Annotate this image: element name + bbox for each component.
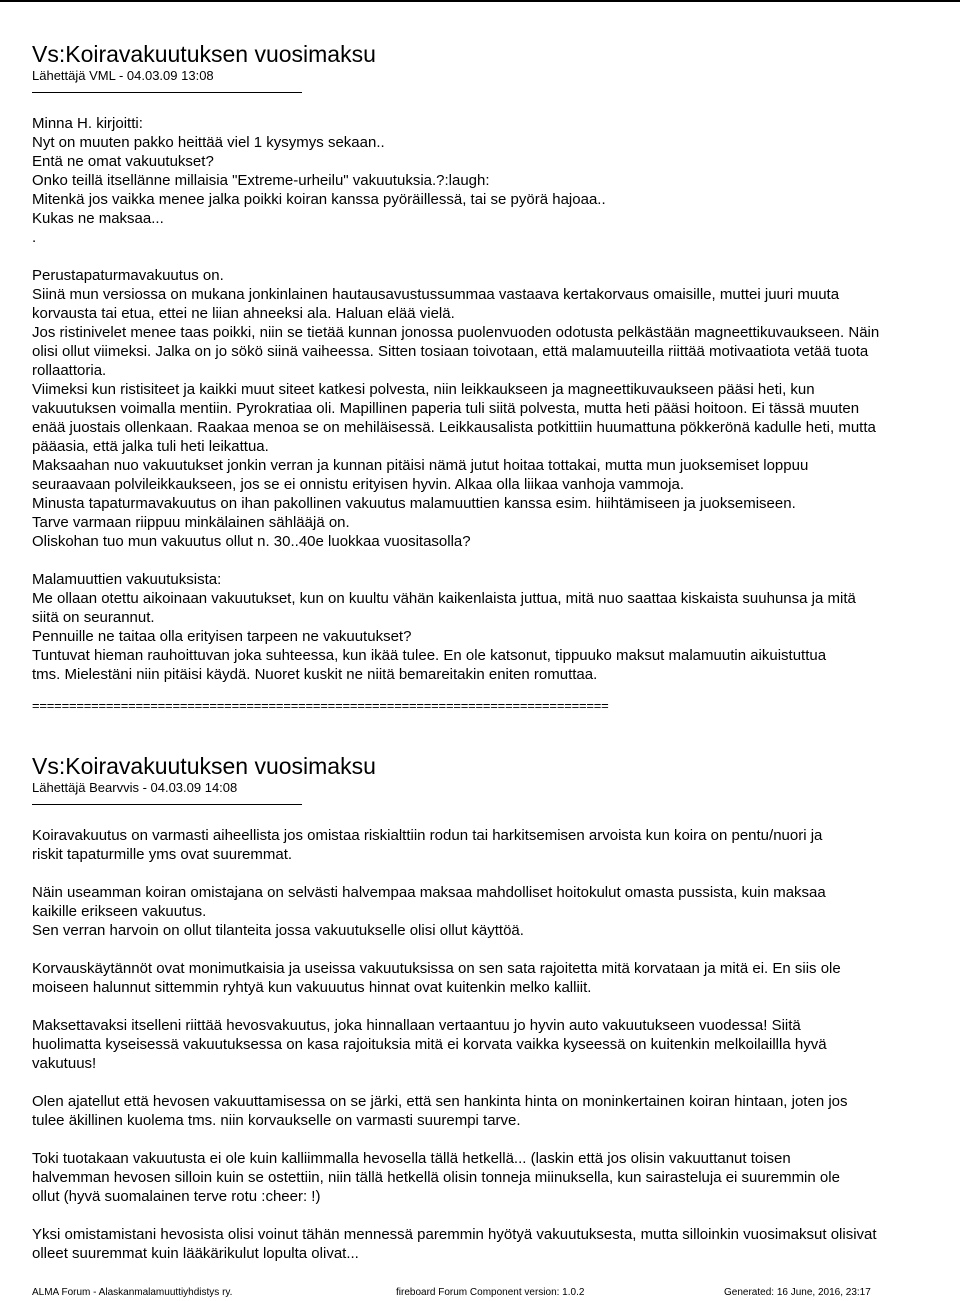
- post-body-line: huolimatta kyseisessä vakuutuksessa on kasa rajoituksia mitä ei korvata vaikka kyseessä on kuitenkin melkoilaillla hyvä: [32, 1036, 827, 1053]
- post-body-line: rollaattoria.: [32, 362, 107, 379]
- post-body-line: siitä on seurannut.: [32, 609, 155, 626]
- post-body-line: Minusta tapaturmavakuutus on ihan pakollinen vakuutus malamuuttien kanssa esim. hiihtämiseen ja juoksemiseen.: [32, 495, 796, 512]
- post-separator: ==============================================================================: [32, 698, 609, 713]
- post-body-line: .: [32, 229, 37, 246]
- post-body-line: Yksi omistamistani hevosista olisi voinut tähän mennessä paremmin hyötyä vakuutuksesta, mutta silloinkin vuosimaksut olisivat: [32, 1226, 877, 1243]
- post-body-line: [32, 1130, 952, 1149]
- post-body-line: vakuutuksen voimalla mentiin. Pyrokratiaa oli. Mapillinen paperia tuli siitä polvesta, mutta heti pääsi hoitoon. Ei tässä muuten: [32, 400, 860, 417]
- meta-divider: [32, 804, 302, 805]
- post-body-line: korvausta tai etua, ettei ne liian ahneeksi ala. Haluan elää vielä.: [32, 305, 455, 322]
- post-body-line: Maksettavaksi itselleni riittää hevosvakuutus, joka hinnallaan vertaantuu jo hyvin auto vakuutukseen vuodessa! Siitä: [32, 1017, 801, 1034]
- post-body-line: olleet suuremmat kuin lääkärikulut lopulta olivat...: [32, 1245, 359, 1262]
- post-body-line: Oliskohan tuo mun vakuutus ollut n. 30..40e luokkaa vuositasolla?: [32, 533, 471, 550]
- footer-site-name: ALMA Forum - Alaskanmalamuuttiyhdistys ry.: [32, 1287, 233, 1298]
- post-body-line: tulee äkillinen kuolema tms. niin korvaukselle on varmasti suurempi tarve.: [32, 1112, 521, 1129]
- post-body-line: Toki tuotakaan vakuutusta ei ole kuin kalliimmalla hevosella tällä hetkellä... (laskin että jos olisin vakuuttanut toisen: [32, 1150, 791, 1167]
- post-body-line: Me ollaan otettu aikoinaan vakuutukset, kun on kuultu vähän kaikenlaista juttua, mitä nuo saattaa kiskaista suuhunsa ja mitä: [32, 590, 856, 607]
- post-body: [32, 826, 952, 1263]
- post-body-line: seuraavaan polvileikkaukseen, jos se ei onnistu erityisen hyvin. Alkaa olla liikaa vanhoja vammoja.: [32, 476, 685, 493]
- post-body-line: Mitenkä jos vaikka menee jalka poikki koiran kanssa pyöräillessä, tai se pyörä hajoaa..: [32, 191, 606, 208]
- post-body-line: [32, 1206, 952, 1225]
- forum-post: [32, 752, 952, 1263]
- top-border-line: [0, 0, 960, 2]
- post-body-line: Olen ajatellut että hevosen vakuuttamisessa on se järki, että sen hankinta hinta on moninkertainen koiran hintaan, joten jos: [32, 1093, 848, 1110]
- post-body-line: Malamuuttien vakuutuksista:: [32, 571, 222, 588]
- post-body-line: Perustapaturmavakuutus on.: [32, 267, 224, 284]
- post-body-line: Siinä mun versiossa on mukana jonkinlainen hautausavustussummaa vastaava kertakorvaus omaisille, muttei juuri muuta: [32, 286, 840, 303]
- forum-post: [32, 40, 952, 752]
- meta-divider: [32, 92, 302, 93]
- post-meta: Lähettäjä VML - 04.03.09 13:08: [32, 68, 214, 83]
- post-body-line: Koiravakuutus on varmasti aiheellista jos omistaa riskialttiin rodun tai harkitsemisen arvoista kun koira on pentu/nuori ja: [32, 827, 823, 844]
- post-body-line: Onko teillä itsellänne millaisia "Extreme-urheilu" vakuutuksia.?:laugh:: [32, 172, 490, 189]
- post-body-line: Entä ne omat vakuutukset?: [32, 153, 214, 170]
- post-body-line: Viimeksi kun ristisiteet ja kaikki muut siteet katkesi polvesta, niin leikkaukseen ja magneettikuvaukseen pääsi heti, kun: [32, 381, 815, 398]
- post-body-line: Minna H. kirjoitti:: [32, 115, 143, 132]
- post-body-line: Tuntuvat hieman rauhoittuvan joka suhteessa, kun ikää tulee. En ole katsonut, tippuuko maksut malamuutin aikuistuttua: [32, 647, 827, 664]
- post-list: [32, 40, 952, 1263]
- post-body-line: enää juostais ollenkaan. Raakaa menoa se on mehiläisessä. Leikkausalista potkittiin huumattuna pökkerönä kadulle heti, mutta: [32, 419, 876, 436]
- post-body-line: vakutuus!: [32, 1055, 97, 1072]
- post-body-line: Maksaahan nuo vakuutukset jonkin verran ja kunnan pitäisi nämä jutut hoitaa tottakai, mutta mun juoksemiset loppuu: [32, 457, 809, 474]
- post-body-line: [32, 247, 952, 266]
- post-body-line: [32, 1073, 952, 1092]
- post-body-line: halvemman hevosen silloin kuin se ostettiin, niin tällä hetkellä olisin tonneja miinuksella, kun sairasteluja ei suuremmin ole: [32, 1169, 840, 1186]
- page-footer: [32, 1287, 912, 1299]
- post-body-line: Korvauskäytännöt ovat monimutkaisia ja useissa vakuutuksissa on sen sata rajoitetta mitä korvataan ja mitä ei. En siis ole: [32, 960, 841, 977]
- footer-generated-date: Generated: 16 June, 2016, 23:17: [724, 1287, 871, 1298]
- post-body-line: [32, 940, 952, 959]
- post-body-line: Jos ristinivelet menee taas poikki, niin se tietää kunnan jonossa puolenvuoden odotusta pelkästään magneettikuvaukseen. Näin: [32, 324, 880, 341]
- post-body-line: Nyt on muuten pakko heittää viel 1 kysymys sekaan..: [32, 134, 385, 151]
- post-body-line: [32, 997, 952, 1016]
- post-body-line: Kukas ne maksaa...: [32, 210, 164, 227]
- post-body-line: tms. Mielestäni niin pitäisi käydä. Nuoret kuskit ne niitä bemareitakin eniten romuttaa.: [32, 666, 598, 683]
- post-body-line: Tarve varmaan riippuu minkälainen sählääjä on.: [32, 514, 350, 531]
- post-body-line: Sen verran harvoin on ollut tilanteita jossa vakuutukselle olisi ollut käyttöä.: [32, 922, 524, 939]
- post-body-line: [32, 551, 952, 570]
- post-meta: Lähettäjä Bearvvis - 04.03.09 14:08: [32, 780, 238, 795]
- post-body-line: Näin useamman koiran omistajana on selvästi halvempaa maksaa mahdolliset hoitokulut omasta pussista, kuin maksaa: [32, 884, 826, 901]
- forum-thread: [32, 40, 952, 1263]
- post-body-line: [32, 864, 952, 883]
- footer-component-version: fireboard Forum Component version: 1.0.2: [396, 1287, 585, 1298]
- post-body-line: olisi ollut viimeksi. Jalka on jo sökö siinä vaiheessa. Sitten tosiaan toivotaan, että malamuuteilla riittää motivaatiota vetää tuota: [32, 343, 869, 360]
- post-gap: [32, 714, 952, 752]
- post-body-line: kaikille erikseen vakuutus.: [32, 903, 207, 920]
- post-body-line: riskit tapaturmille yms ovat suuremmat.: [32, 846, 293, 863]
- post-body-line: ollut (hyvä suomalainen terve rotu :cheer: !): [32, 1188, 321, 1205]
- post-body: [32, 114, 952, 684]
- post-body-line: moiseen halunnut sittemmin ryhtyä kun vakuuutus hinnat ovat kuitenkin melko kalliit.: [32, 979, 592, 996]
- post-body-line: pääasia, että jalka tuli heti leikattua.: [32, 438, 269, 455]
- post-body-line: Pennuille ne taitaa olla erityisen tarpeen ne vakuutukset?: [32, 628, 412, 645]
- post-title: Vs:Koiravakuutuksen vuosimaksu: [32, 753, 376, 779]
- post-title: Vs:Koiravakuutuksen vuosimaksu: [32, 41, 376, 67]
